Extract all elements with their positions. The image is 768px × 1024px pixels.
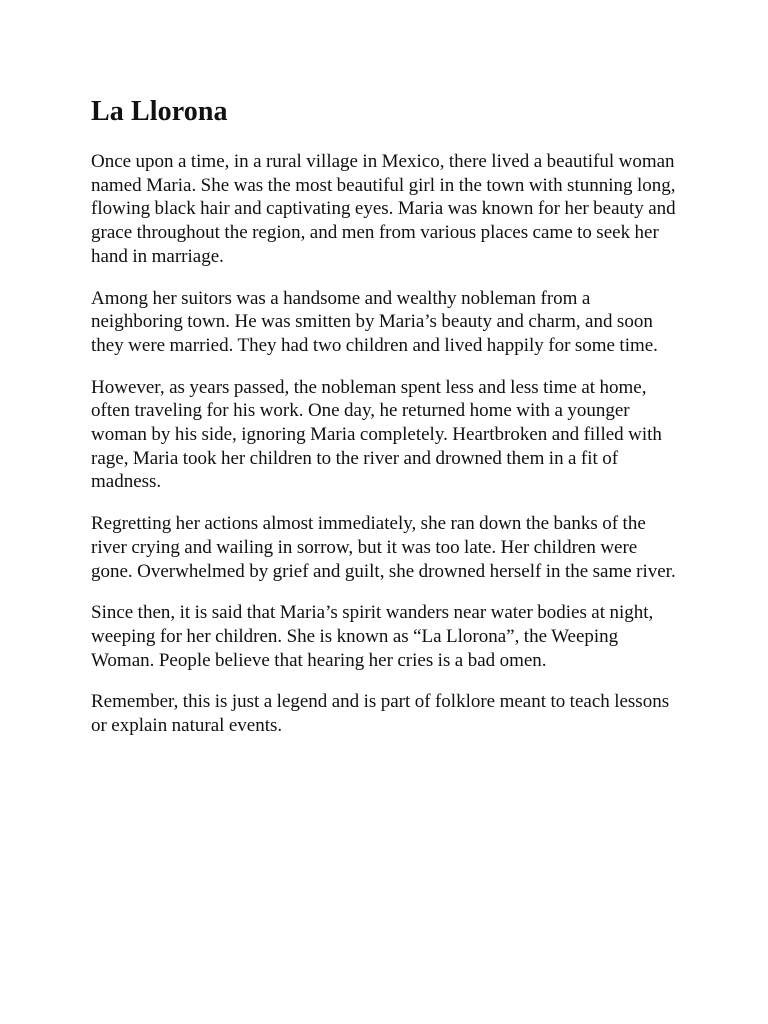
paragraph-origin: Once upon a time, in a rural village in Mexico, there lived a beautiful woman named Maria. She was the most beautiful girl in the town with stunning long, flowing black hair and captivating eyes. Maria was known for her beauty and grace throughout the region, and men from various places came to seek her hand in marriage. (91, 151, 676, 267)
document-body (91, 93, 681, 756)
paragraph-regret: Regretting her actions almost immediately, she ran down the banks of the river crying and wailing in sorrow, but it was too late. Her children were gone. Overwhelmed by grief and guilt, she drowned herself in the same river. (91, 513, 676, 582)
paragraph-betrayal: However, as years passed, the nobleman spent less and less time at home, often traveling for his work. One day, he returned home with a younger woman by his side, ignoring Maria completely. Heartbroken and filled with rage, Maria took her children to the river and drowned them in a fit of madness. (91, 376, 662, 493)
paragraph-note: Remember, this is just a legend and is part of folklore meant to teach lessons or explain natural events. (91, 691, 670, 737)
paragraph-marriage: Among her suitors was a handsome and wealthy nobleman from a neighboring town. He was smitten by Maria’s beauty and charm, and soon they were married. They had two children and lived happily for some time. (91, 287, 658, 356)
document-title: La Llorona (91, 96, 228, 127)
paragraph-legend: Since then, it is said that Maria’s spirit wanders near water bodies at night, weeping for her children. She is known as “La Llorona”, the Weeping Woman. People believe that hearing her cries is a bad omen. (91, 602, 654, 671)
